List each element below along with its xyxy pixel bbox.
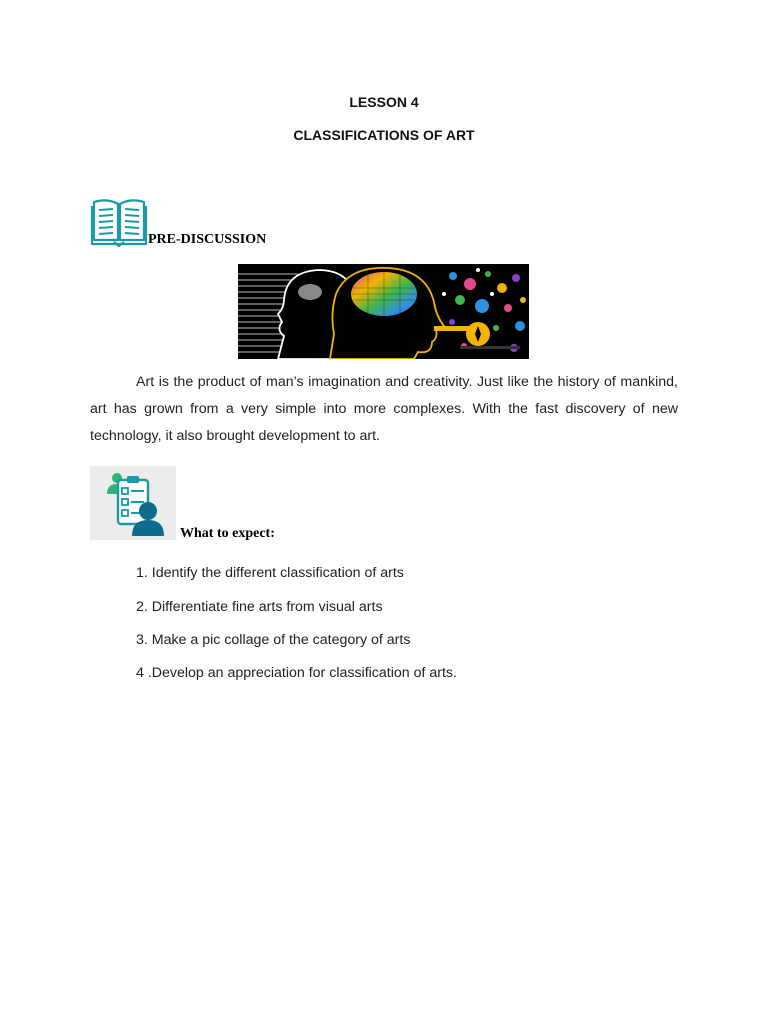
- intro-paragraph: [90, 369, 678, 450]
- art-heads-banner: [238, 264, 529, 359]
- what-to-expect-heading: What to expect:: [180, 526, 275, 541]
- lesson-number: LESSON 4: [349, 94, 419, 110]
- objective-item: 4 .Develop an appreciation for classification of arts.: [136, 665, 457, 681]
- objective-item: 1. Identify the different classification of arts: [136, 565, 404, 581]
- paragraph-line: Art is the product of man’s imagination and creativity. Just like the history of: [136, 374, 616, 390]
- objective-item: 3. Make a pic collage of the category of arts: [136, 632, 411, 648]
- checklist-person-icon: [90, 466, 176, 540]
- page-title: CLASSIFICATIONS OF ART: [293, 127, 475, 143]
- pre-discussion-heading: PRE-DISCUSSION: [148, 232, 267, 247]
- objective-item: 2. Differentiate fine arts from visual arts: [136, 599, 383, 615]
- paragraph-line: mankind, art has grown from a very simple into more complexes. With the fast discovery: [90, 374, 678, 417]
- paragraph-line: of new technology, it also brought development to art.: [90, 401, 678, 444]
- open-book-icon: [90, 192, 148, 248]
